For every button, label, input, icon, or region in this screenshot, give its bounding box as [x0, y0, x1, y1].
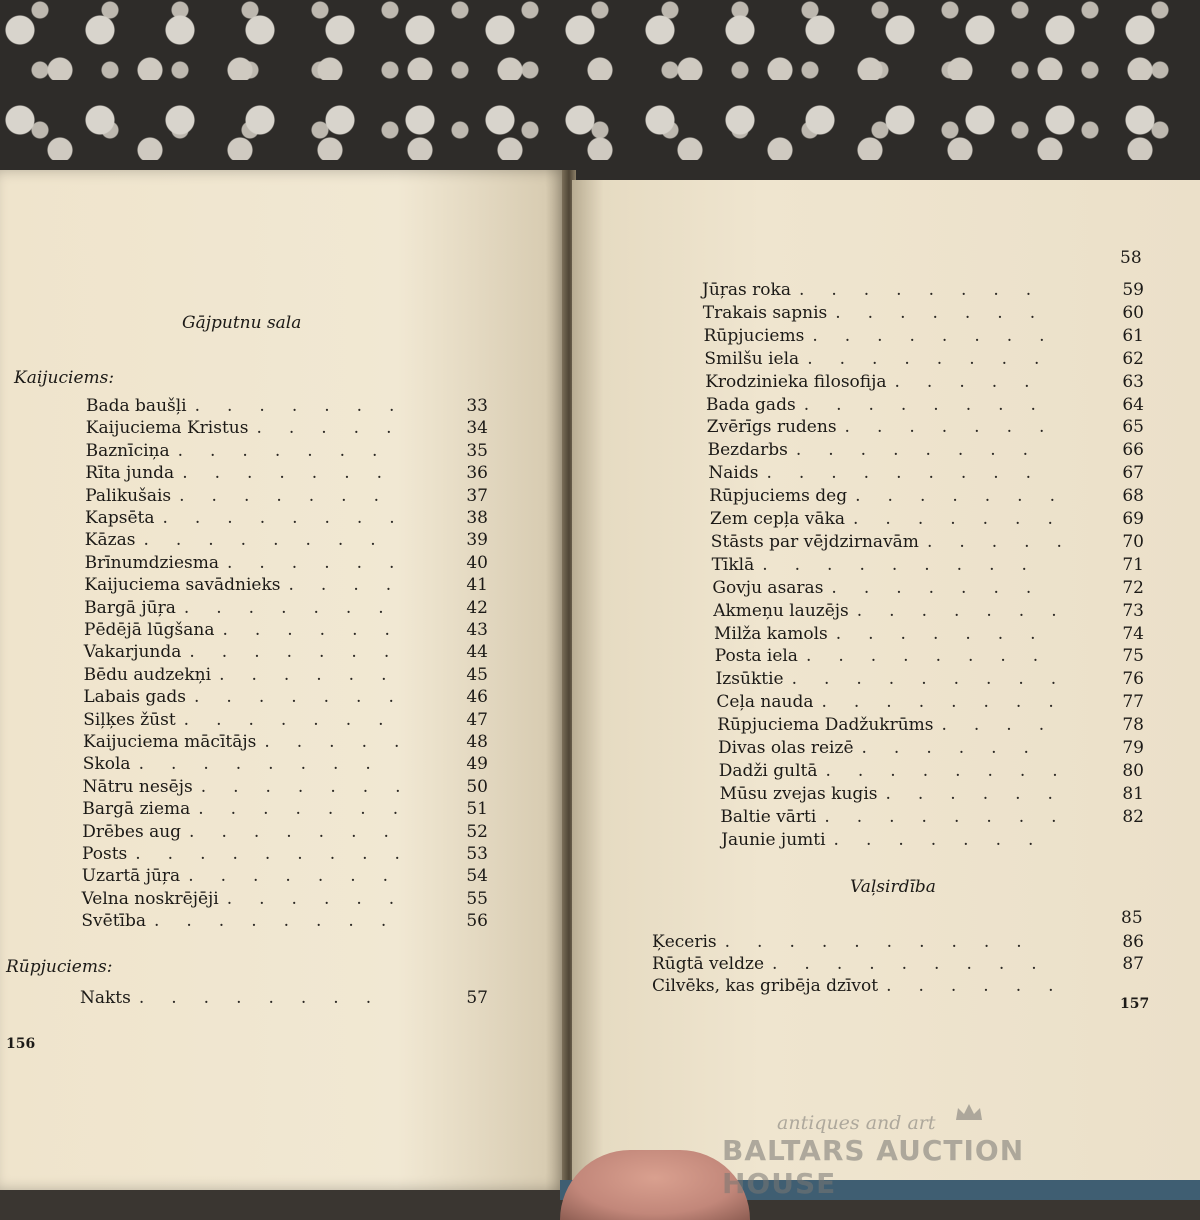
- toc-leader-dots: .......: [194, 687, 421, 708]
- toc-leader-dots: ......: [861, 738, 1056, 758]
- toc-entry-page-number: 65: [1122, 417, 1144, 438]
- toc-entry-page-number: 64: [1122, 394, 1144, 415]
- toc-leader-dots: .......: [182, 463, 410, 484]
- toc-entry: [718, 738, 1184, 760]
- toc-leader-dots: .....: [256, 418, 419, 439]
- toc-entry: [652, 976, 1184, 998]
- toc-entry: [83, 687, 528, 709]
- toc-leader-dots: .......: [189, 821, 416, 842]
- toc-entry-page-number: 86: [1122, 932, 1144, 952]
- toc-entry: [719, 761, 1184, 783]
- toc-entry: [710, 509, 1184, 531]
- toc-entry-page-number: 81: [1122, 783, 1144, 804]
- toc-entry-page-number: 72: [1122, 577, 1144, 598]
- toc-entry: [704, 326, 1184, 348]
- toc-entry-title: Svētība: [81, 911, 146, 932]
- toc-entry: [703, 303, 1184, 325]
- toc-leader-dots: ........: [795, 440, 1056, 461]
- toc-entry-page-number: 61: [1122, 325, 1144, 346]
- toc-leader-dots: ........: [812, 325, 1072, 346]
- toc-leader-dots: ......: [226, 552, 422, 573]
- toc-entry-title: Bezdarbs: [707, 440, 788, 461]
- toc-entry: [715, 646, 1184, 668]
- toc-entry-title: Akmeņu lauzējs: [713, 600, 849, 621]
- toc-entry-page-number: 60: [1122, 302, 1144, 323]
- toc-entry-title: Vakarjunda: [83, 642, 182, 663]
- toc-entry-title: Milža kamols: [714, 623, 828, 644]
- toc-entry: [82, 866, 528, 888]
- toc-entry: [86, 396, 528, 418]
- toc-entry-page-number: 77: [1122, 692, 1144, 713]
- toc-entry: [85, 553, 528, 575]
- toc-entry-title: Bēdu audzekņi: [83, 664, 212, 685]
- toc-entry-title: Posts: [82, 844, 128, 864]
- toc-entry-title: Zem cepļa vāka: [710, 509, 846, 529]
- toc-leader-dots: ....: [941, 715, 1072, 736]
- toc-leader-dots: .......: [835, 302, 1063, 323]
- toc-entry-title: Stāsts par vējdzirnavām: [710, 531, 919, 552]
- toc-entry: [716, 669, 1184, 691]
- toc-leader-dots: .......: [831, 577, 1059, 598]
- toc-entry-page-number: 36: [466, 463, 488, 484]
- toc-entry-page-number: 47: [466, 709, 488, 730]
- toc-entry-title: Kaijuciema savādnieks: [84, 575, 281, 596]
- toc-leader-dots: ..........: [724, 932, 1049, 952]
- toc-leader-dots: ........: [807, 348, 1067, 369]
- toc-entry-title: Pēdējā lūgšana: [84, 620, 215, 640]
- toc-entry-page-number: 75: [1122, 646, 1144, 667]
- toc-entry-title: Uzartā jūŗa: [81, 866, 181, 887]
- toc-entry-page-number: 52: [466, 821, 488, 842]
- toc-entry: [85, 508, 528, 530]
- toc-entry: [84, 598, 528, 620]
- toc-leader-dots: .......: [188, 866, 416, 887]
- toc-entry: [721, 830, 1184, 852]
- toc-leader-dots: ........: [825, 760, 1085, 781]
- toc-entry-page-number: 68: [1122, 486, 1144, 507]
- toc-entry: [82, 889, 528, 911]
- toc-entry-title: Rūpjuciema Dadžukrūms: [717, 715, 934, 736]
- toc-entry-title: Bargā ziema: [82, 799, 191, 820]
- toc-entry: [85, 486, 528, 508]
- toc-entry-title: Brīnumdziesma: [84, 552, 219, 573]
- toc-entry-title: Bada gads: [706, 394, 796, 415]
- toc-leader-dots: ........: [821, 692, 1081, 713]
- right-page-number: 157: [1120, 996, 1150, 1012]
- toc-entry: [705, 372, 1184, 394]
- toc-entry: [652, 954, 1184, 976]
- toc-entry-title: Baznīciņa: [85, 440, 170, 461]
- toc-leader-dots: .......: [853, 509, 1080, 529]
- toc-entry-page-number: 42: [466, 597, 488, 618]
- toc-leader-dots: ....: [288, 575, 419, 596]
- toc-entry-page-number: 70: [1122, 531, 1144, 552]
- left-page: [0, 170, 568, 1190]
- toc-entry-title: Naids: [708, 463, 759, 484]
- toc-entry: [708, 440, 1184, 462]
- toc-entry-page-number: 35: [466, 440, 488, 461]
- section-top-number: 85: [1121, 908, 1143, 928]
- toc-entry-page-number: 53: [466, 844, 488, 864]
- toc-leader-dots: .........: [766, 463, 1059, 484]
- right-top-number: 58: [1120, 248, 1142, 268]
- toc-entry-title: Nakts: [80, 988, 131, 1008]
- toc-entry-page-number: 54: [466, 866, 488, 887]
- toc-leader-dots: ........: [138, 988, 399, 1008]
- toc-entry-page-number: 51: [466, 799, 488, 820]
- watermark-name: BALTARS AUCTION HOUSE: [722, 1134, 1025, 1200]
- toc-entry: [706, 395, 1184, 417]
- toc-entry: [708, 463, 1184, 485]
- toc-entry: [83, 777, 528, 799]
- toc-entry-page-number: 63: [1122, 371, 1144, 392]
- toc-entry: [712, 578, 1184, 600]
- toc-entry: [83, 754, 528, 776]
- toc-entry: [83, 732, 528, 754]
- toc-leader-dots: ........: [138, 754, 398, 775]
- toc-entry-page-number: 48: [466, 732, 488, 752]
- toc-entry-title: Siļķes žūst: [83, 709, 176, 730]
- toc-entry-page-number: 73: [1122, 600, 1144, 621]
- toc-entry-page-number: 45: [466, 664, 488, 685]
- toc-entry-page-number: 66: [1122, 440, 1144, 461]
- toc-entry-page-number: 67: [1122, 463, 1144, 484]
- toc-leader-dots: ........: [143, 530, 403, 551]
- toc-entry-title: Nātru nesējs: [82, 776, 193, 797]
- toc-entry: [84, 665, 528, 687]
- toc-entry: [707, 417, 1184, 439]
- toc-entry-title: Kapsēta: [85, 508, 155, 528]
- toc-entry-title: Palikušais: [85, 485, 172, 506]
- toc-entry-page-number: 71: [1122, 554, 1144, 575]
- toc-entry: [86, 441, 528, 463]
- toc-entry-page-number: 55: [466, 888, 488, 909]
- section-rupjuciems: Rūpjuciems:: [6, 957, 113, 977]
- toc-entry-page-number: 39: [466, 530, 488, 551]
- toc-entry-page-number: 80: [1122, 760, 1144, 781]
- toc-entry-title: Ceļa nauda: [716, 692, 814, 713]
- toc-entry-title: Cilvēks, kas gribēja dzīvot: [652, 976, 879, 996]
- toc-entry: [84, 642, 528, 664]
- toc-entry-title: Ķeceris: [652, 932, 717, 952]
- toc-leader-dots: .........: [135, 844, 427, 864]
- toc-entry-title: Govju asaras: [712, 577, 824, 598]
- toc-entry-page-number: 37: [466, 485, 488, 506]
- toc-entry-title: Tīklā: [711, 554, 755, 575]
- toc-entry: [84, 575, 528, 597]
- toc-entry-page-number: 82: [1122, 806, 1144, 827]
- toc-leader-dots: .......: [189, 642, 417, 663]
- open-book: [0, 170, 1200, 1200]
- toc-entry-title: Rūpjuciems: [703, 325, 805, 346]
- toc-leader-dots: ......: [219, 664, 414, 685]
- watermark: [722, 1110, 1122, 1200]
- toc-entry-page-number: 87: [1122, 954, 1144, 974]
- toc-entry: [702, 280, 1184, 302]
- toc-entry-page-number: 38: [466, 508, 488, 528]
- toc-leader-dots: .......: [833, 829, 1061, 850]
- toc-leader-dots: ........: [154, 911, 414, 932]
- toc-entry-page-number: 40: [466, 552, 488, 573]
- toc-entry: [652, 932, 1184, 954]
- toc-entry-title: Jaunie jumti: [721, 829, 826, 850]
- toc-entry-page-number: 33: [466, 396, 488, 416]
- toc-leader-dots: ........: [805, 646, 1066, 667]
- toc-entry: [720, 784, 1184, 806]
- toc-entry-page-number: 69: [1122, 509, 1144, 529]
- toc-entry-title: Rūgtā veldze: [652, 954, 765, 974]
- toc-entry-title: Trakais sapnis: [702, 302, 828, 323]
- toc-leader-dots: ........: [803, 394, 1063, 415]
- toc-leader-dots: ......: [885, 783, 1080, 804]
- toc-entry-title: Bargā jūŗa: [84, 597, 176, 618]
- toc-entry-title: Kaijuciema Kristus: [85, 418, 249, 439]
- toc-leader-dots: ........: [824, 806, 1084, 827]
- toc-entry-page-number: 50: [466, 776, 488, 797]
- toc-leader-dots: ......: [222, 620, 417, 640]
- toc-entry-page-number: 78: [1122, 715, 1144, 736]
- toc-entry: [82, 822, 528, 844]
- toc-entry: [712, 555, 1184, 577]
- toc-entry-title: Rīta junda: [85, 463, 175, 484]
- toc-entry: [720, 807, 1184, 829]
- toc-entry: [86, 418, 528, 440]
- watermark-subtitle: antiques and art: [777, 1112, 936, 1134]
- toc-leader-dots: ........: [798, 280, 1059, 300]
- toc-entry: [713, 601, 1184, 623]
- toc-entry: [711, 532, 1184, 554]
- toc-leader-dots: .........: [791, 669, 1084, 690]
- toc-leader-dots: .........: [772, 954, 1064, 974]
- toc-entry-title: Dadži gultā: [718, 760, 818, 781]
- toc-leader-dots: .....: [894, 371, 1057, 392]
- section-kaijuciems: Kaijuciems:: [14, 368, 115, 388]
- toc-leader-dots: .......: [179, 485, 406, 506]
- toc-entry: [82, 799, 528, 821]
- toc-entry-title: Divas olas reizē: [718, 738, 854, 758]
- toc-entry-page-number: 59: [1122, 280, 1144, 300]
- toc-entry-title: Velna noskrējēji: [81, 888, 219, 909]
- toc-entry: [84, 620, 528, 642]
- toc-leader-dots: .....: [264, 732, 427, 752]
- toc-entry-title: Smilšu iela: [704, 348, 800, 369]
- toc-entry-title: Izsūktie: [715, 669, 784, 690]
- toc-entry-page-number: 44: [466, 642, 488, 663]
- toc-leader-dots: .......: [183, 709, 411, 730]
- toc-entry-page-number: 62: [1122, 348, 1144, 369]
- toc-entry: [85, 463, 528, 485]
- toc-entry: [716, 692, 1184, 714]
- toc-entry-title: Rūpjuciems deg: [709, 486, 848, 507]
- toc-entry-page-number: 76: [1122, 669, 1144, 690]
- toc-entry: [83, 710, 528, 732]
- toc-entry-title: Labais gads: [83, 687, 187, 708]
- toc-entry: [85, 530, 528, 552]
- right-page: [572, 180, 1200, 1182]
- toc-leader-dots: .......: [856, 600, 1084, 621]
- toc-entry-page-number: 56: [466, 911, 488, 932]
- toc-leader-dots: .......: [200, 776, 428, 797]
- toc-entry-page-number: 43: [466, 620, 488, 640]
- toc-entry-title: Baltie vārti: [720, 806, 817, 827]
- toc-leader-dots: .......: [194, 396, 422, 416]
- toc-entry-page-number: 41: [466, 575, 488, 596]
- toc-entry-title: Krodzinieka filosofija: [705, 371, 887, 392]
- toc-entry-page-number: 74: [1122, 623, 1144, 644]
- toc-entry-title: Mūsu zvejas kugis: [719, 783, 878, 804]
- toc-leader-dots: .........: [762, 554, 1054, 575]
- toc-entry-title: Zvērīgs rudens: [706, 417, 837, 438]
- toc-entry-page-number: 46: [466, 687, 488, 708]
- toc-entry-title: Skola: [82, 754, 131, 775]
- toc-leader-dots: ......: [226, 888, 422, 909]
- toc-leader-dots: .......: [844, 417, 1072, 438]
- toc-entry: [714, 624, 1184, 646]
- toc-entry: [704, 349, 1184, 371]
- toc-entry: [709, 486, 1184, 508]
- crown-icon: [954, 1102, 984, 1122]
- toc-entry: [80, 988, 528, 1010]
- toc-entry-title: Drēbes aug: [82, 821, 182, 842]
- section-valsirdiba: Vaļsirdība: [850, 877, 936, 897]
- toc-entry: [717, 715, 1184, 737]
- toc-leader-dots: .......: [198, 799, 426, 820]
- toc-entry-title: Kaijuciema mācītājs: [83, 732, 257, 752]
- toc-leader-dots: ........: [162, 508, 422, 528]
- toc-entry: [81, 911, 528, 933]
- left-page-heading: Gājputnu sala: [182, 313, 302, 333]
- toc-leader-dots: .....: [926, 531, 1089, 552]
- toc-leader-dots: .......: [177, 440, 405, 461]
- toc-entry-page-number: 34: [466, 418, 488, 439]
- toc-entry-title: Posta iela: [714, 646, 798, 667]
- toc-entry-page-number: 57: [466, 988, 488, 1008]
- toc-entry: [82, 844, 528, 866]
- toc-entry-page-number: 79: [1122, 738, 1144, 758]
- toc-leader-dots: .......: [855, 486, 1082, 507]
- toc-entry-title: Jūŗas roka: [702, 280, 791, 300]
- toc-entry-title: Kāzas: [84, 530, 136, 551]
- left-page-number: 156: [6, 1036, 36, 1052]
- toc-entry-title: Bada baušļi: [86, 396, 187, 416]
- toc-leader-dots: .......: [183, 597, 411, 618]
- toc-leader-dots: .......: [835, 623, 1063, 644]
- toc-entry-page-number: 49: [466, 754, 488, 775]
- toc-leader-dots: ......: [886, 976, 1081, 996]
